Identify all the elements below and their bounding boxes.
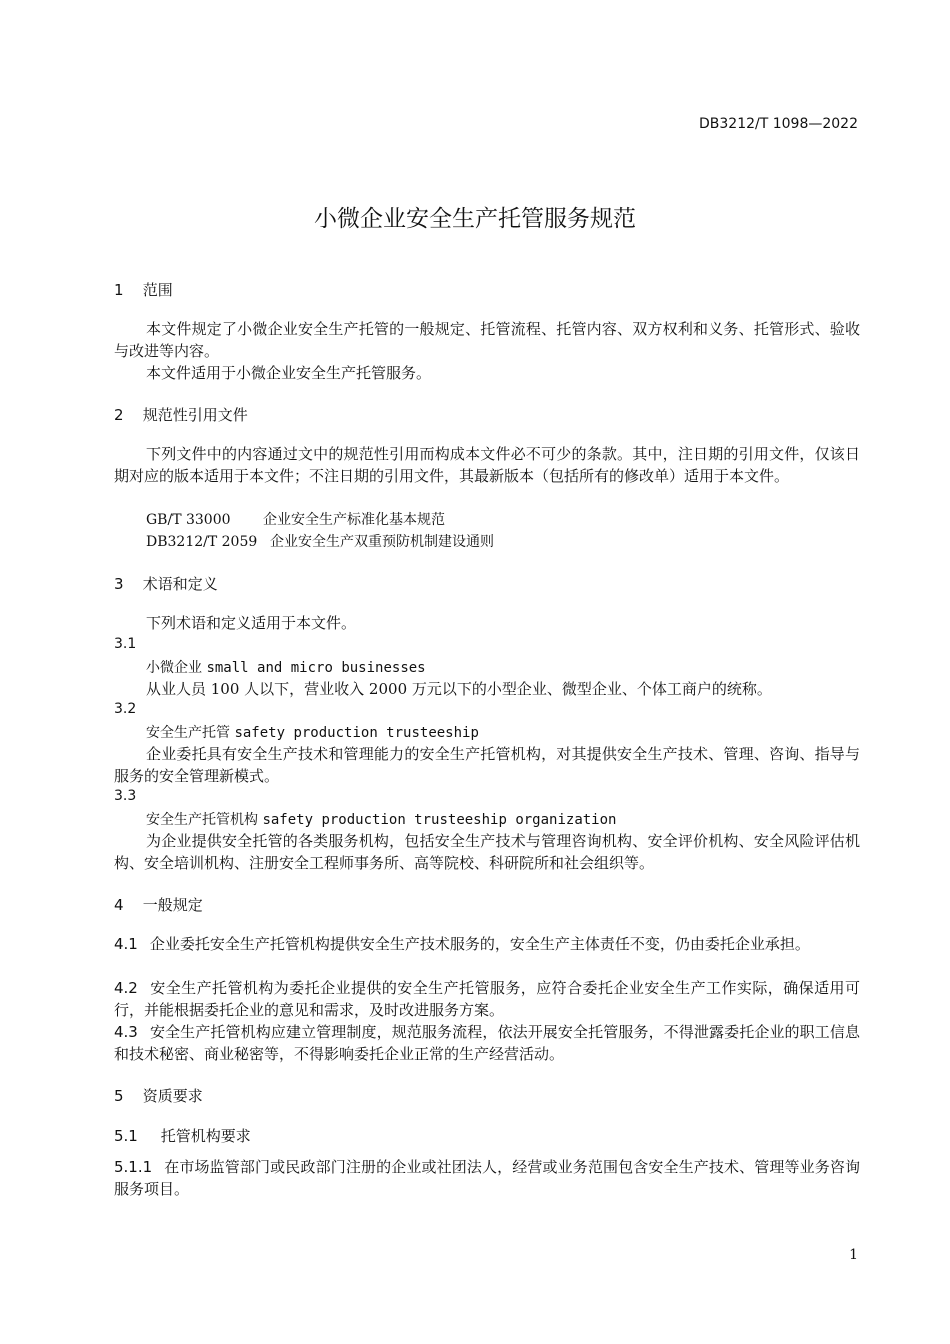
reference-name: 企业安全生产双重预防机制建设通则 xyxy=(270,534,494,550)
clause-text: 安全生产托管机构应建立管理制度，规范服务流程，依法开展安全托管服务，不得泄露委托企业的职工信息和技术秘密、商业秘密等，不得影响委托企业正常的生产经营活动。 xyxy=(114,1023,860,1063)
section-title: 规范性引用文件 xyxy=(142,406,248,424)
section-heading-4 xyxy=(114,894,860,915)
clause xyxy=(114,1156,860,1200)
paragraph: 下列文件中的内容通过文中的规范性引用而构成本文件必不可少的条款。其中，注日期的引用文件，仅该日期对应的版本适用于本文件；不注日期的引用文件，其最新版本（包括所有的修改单）适用于本文件。 xyxy=(114,445,860,485)
section-title: 术语和定义 xyxy=(142,575,218,593)
section-number: 1 xyxy=(114,281,124,299)
term-heading xyxy=(114,722,892,742)
term-definition: 企业委托具有安全生产技术和管理能力的安全生产托管机构，对其提供安全生产技术、管理、咨询、指导与服务的安全管理新模式。 xyxy=(114,745,860,785)
clause-number: 4.2 xyxy=(114,979,138,997)
clause-text: 企业委托安全生产托管机构提供安全生产技术服务的，安全生产主体责任不变，仍由委托企业承担。 xyxy=(149,935,810,953)
term-cn: 安全生产托管机构 xyxy=(146,812,258,828)
clause-number: 4.3 xyxy=(114,1023,138,1041)
term-cn: 安全生产托管 xyxy=(146,725,230,741)
reference-name: 企业安全生产标准化基本规范 xyxy=(263,512,445,528)
reference-code: GB/T 33000 xyxy=(146,512,231,528)
section-number: 4 xyxy=(114,896,124,914)
term-definition: 从业人员 100 人以下，营业收入 2000 万元以下的小型企业、微型企业、个体工商户的统称。 xyxy=(146,680,772,698)
clause xyxy=(114,1021,860,1065)
section-number: 3 xyxy=(114,575,124,593)
section-heading-5 xyxy=(114,1085,860,1106)
subsection-number: 5.1 xyxy=(114,1127,138,1145)
section-heading-1 xyxy=(114,279,860,300)
normative-reference xyxy=(114,531,892,553)
term-number: 3.3 xyxy=(114,788,137,804)
section-number: 2 xyxy=(114,406,124,424)
section-title: 范围 xyxy=(142,281,173,299)
paragraph: 本文件适用于小微企业安全生产托管服务。 xyxy=(146,364,432,382)
paragraph: 本文件规定了小微企业安全生产托管的一般规定、托管流程、托管内容、双方权利和义务、托管形式、验收与改进等内容。 xyxy=(114,320,860,360)
term-cn: 小微企业 xyxy=(146,660,202,676)
clause-number: 5.1.1 xyxy=(114,1158,153,1176)
normative-reference xyxy=(114,509,892,531)
clause-text: 在市场监管部门或民政部门注册的企业或社团法人，经营或业务范围包含安全生产技术、管理等业务咨询服务项目。 xyxy=(114,1158,860,1198)
standard-code: DB3212/T 1098—2022 xyxy=(699,116,858,132)
clause xyxy=(114,977,860,1021)
section-number: 5 xyxy=(114,1087,124,1105)
subsection-heading xyxy=(114,1125,860,1146)
term-heading xyxy=(114,657,892,677)
term-definition: 为企业提供安全托管的各类服务机构，包括安全生产技术与管理咨询机构、安全评价机构、安全风险评估机构、安全培训机构、注册安全工程师事务所、高等院校、科研院所和社会组织等。 xyxy=(114,832,860,872)
term-heading xyxy=(114,809,892,829)
subsection-title: 托管机构要求 xyxy=(160,1127,251,1145)
term-en: small and micro businesses xyxy=(206,660,426,676)
page-number: 1 xyxy=(849,1247,858,1263)
clause xyxy=(114,933,860,955)
paragraph: 下列术语和定义适用于本文件。 xyxy=(146,614,357,632)
section-title: 资质要求 xyxy=(142,1087,203,1105)
clause-text: 安全生产托管机构为委托企业提供的安全生产托管服务，应符合委托企业安全生产工作实际，确保适用可行，并能根据委托企业的意见和需求，及时改进服务方案。 xyxy=(114,979,860,1019)
section-heading-3 xyxy=(114,573,860,594)
clause-number: 4.1 xyxy=(114,935,138,953)
section-heading-2 xyxy=(114,404,860,425)
term-en: safety production trusteeship xyxy=(234,725,479,741)
reference-code: DB3212/T 2059 xyxy=(146,534,258,550)
document-title: 小微企业安全生产托管服务规范 xyxy=(314,206,636,232)
section-title: 一般规定 xyxy=(142,896,203,914)
term-number: 3.1 xyxy=(114,636,137,652)
term-en: safety production trusteeship organization xyxy=(262,812,617,828)
term-number: 3.2 xyxy=(114,701,137,717)
